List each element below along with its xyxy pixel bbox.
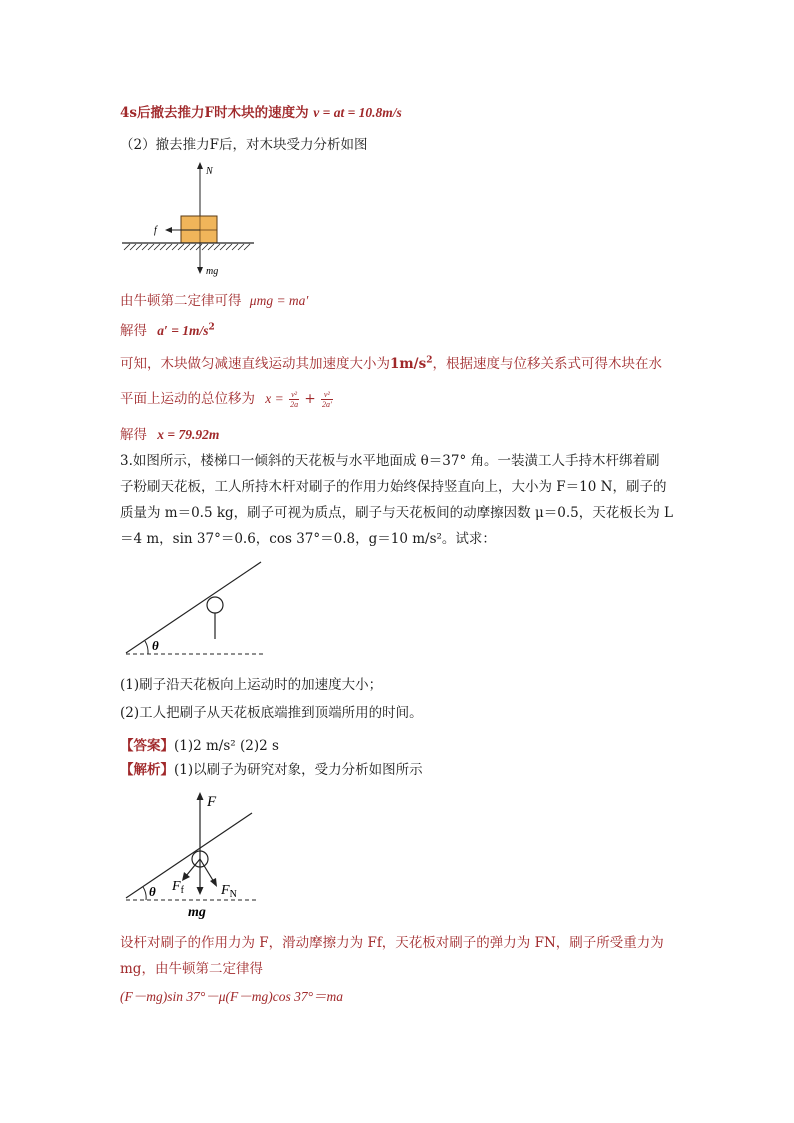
newton-text: 由牛顿第二定律可得 — [120, 293, 242, 309]
final-solve-label: 解得 — [120, 427, 147, 443]
fraction-1 — [289, 390, 299, 409]
problem3-line-2: 子粉刷天花板，工人所持木杆对刷子的作用力始终保持竖直向上，大小为 F＝10 N，刷子的 — [120, 479, 667, 495]
problem3-line-1: 3.如图所示，楼梯口一倾斜的天花板与水平地面成 θ＝37° 角。一装潢工人手持木杆绑着刷 — [120, 453, 660, 469]
accel-result: a′ = 1m/s — [157, 323, 209, 338]
velocity-text: 4s后撤去推力F时木块的速度为 — [120, 105, 309, 121]
theta-label: θ — [152, 638, 159, 653]
answer-label: 【答案】 — [120, 738, 174, 754]
newton-formula: μmg = ma′ — [249, 293, 309, 308]
fraction-1-denominator: 2a — [290, 400, 299, 409]
displacement-x: x = — [265, 391, 284, 406]
gravity-label-2: mg — [188, 905, 206, 920]
fraction-2 — [321, 390, 333, 409]
force-analysis-diagram — [118, 786, 268, 922]
normal-force-label: N — [206, 166, 213, 177]
accel-solve-label: 解得 — [120, 323, 147, 339]
question-2: (2)工人把刷子从天花板底端推到顶端所用的时间。 — [120, 705, 423, 721]
conclusion-text-c: ，根据速度与位移关系式可得木块在水 — [432, 356, 662, 372]
final-line — [120, 426, 219, 444]
analysis-line — [120, 761, 423, 779]
conclusion-text-2: 平面上运动的总位移为 — [120, 391, 255, 407]
normal-force-symbol: F — [221, 883, 230, 898]
ceiling-brush-diagram — [118, 556, 278, 662]
analysis-label: 【解析】 — [120, 762, 174, 778]
normal-force-label-2 — [220, 883, 237, 900]
ground-hatching — [124, 244, 250, 250]
velocity-line — [120, 104, 402, 122]
explain-line-1: 设杆对刷子的作用力为 F，滑动摩擦力为 Ff，天花板对刷子的弹力为 FN，刷子所受重力为 — [120, 935, 664, 951]
brush-circle — [207, 597, 223, 613]
plus-sign: + — [304, 391, 316, 407]
final-result: x = 79.92m — [157, 427, 220, 442]
friction-label: f — [154, 225, 157, 236]
newton-equation: (F－mg)sin 37°－μ(F－mg)cos 37°＝ma — [120, 989, 344, 1004]
conclusion-accel-value: 1m/s — [390, 356, 427, 372]
conclusion-line-2 — [120, 390, 334, 409]
velocity-formula: v = at = 10.8m/s — [313, 105, 402, 120]
problem3-line-3: 质量为 m＝0.5 kg，刷子可视为质点，刷子与天花板间的动摩擦因数 μ＝0.5，天花板长为 L — [120, 505, 673, 521]
force-F-label: F — [207, 794, 217, 810]
conclusion-line-1: 可知，木块做匀减速直线运动其加速度大小为$1m/s^2$，根据速度与位移关系式可得木块在水 — [120, 355, 662, 372]
accel-line: 解得 $a' = 1m/s^2$ — [120, 322, 215, 339]
newton-line — [120, 292, 308, 310]
question-1: (1)刷子沿天花板向上运动时的加速度大小； — [120, 677, 383, 693]
block-force-diagram — [118, 160, 258, 280]
fraction-1-numerator: v² — [289, 390, 299, 400]
analysis-text: (1)以刷子为研究对象，受力分析如图所示 — [174, 762, 423, 778]
fraction-2-denominator: 2a′ — [321, 400, 332, 409]
fraction-2-numerator: v² — [321, 390, 333, 400]
friction-force-symbol: F — [172, 879, 181, 894]
theta-label-2: θ — [149, 884, 156, 899]
explain-line-2: mg，由牛顿第二定律得 — [120, 961, 263, 977]
answer-line — [120, 737, 279, 755]
problem3-line-4: ＝4 m，sin 37°＝0.6，cos 37°＝0.8，g＝10 m/s²。试求： — [120, 531, 496, 547]
friction-force-subscript: f — [180, 885, 184, 896]
normal-force-subscript: N — [229, 889, 237, 900]
conclusion-text-a: 可知，木块做匀减速直线运动其加速度大小为 — [120, 356, 390, 372]
q2-intro: （2）撤去推力F后，对木块受力分析如图 — [120, 137, 368, 153]
friction-force-label — [171, 879, 185, 896]
gravity-label: mg — [206, 266, 219, 277]
answer-text: (1)2 m/s² (2)2 s — [174, 738, 279, 754]
